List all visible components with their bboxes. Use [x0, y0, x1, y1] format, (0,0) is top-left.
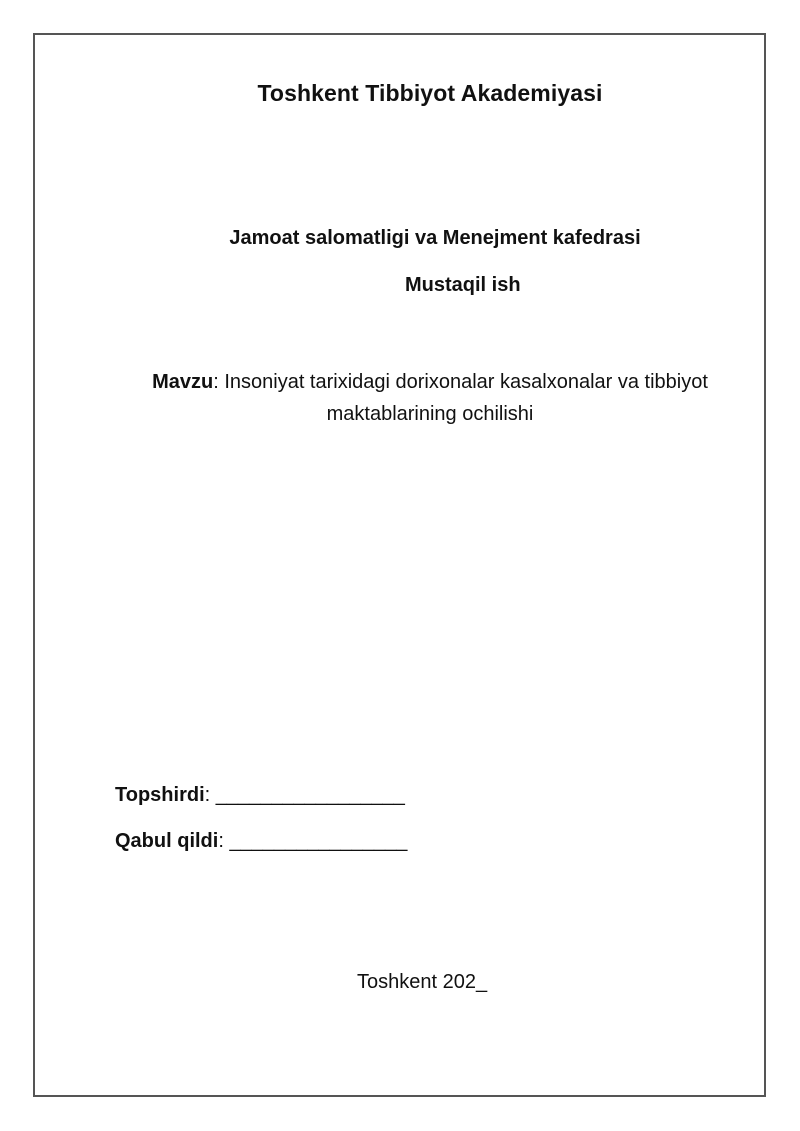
topic-text: Insoniyat tarixidagi dorixonalar kasalxonalar va tibbiyot maktablarining ochilishi [218, 371, 708, 425]
submitted-by-field [115, 783, 405, 807]
topic-label: Mavzu [152, 371, 214, 393]
department-name: Jamoat salomatligi va Menejment kafedrasi [229, 227, 641, 249]
institution-title: Toshkent Tibbiyot Akademiyasi [257, 80, 603, 106]
page-border [33, 33, 766, 1097]
accepted-by-field [115, 829, 407, 853]
topic-separator: : [213, 371, 219, 393]
accepted-by-label: Qabul qildi [115, 830, 219, 852]
work-type-title: Mustaqil ish [405, 274, 521, 296]
submitted-by-label: Topshirdi [115, 784, 205, 806]
topic-block [110, 366, 750, 430]
city-year-footer: Toshkent 202_ [357, 971, 488, 993]
submitted-by-blank: : _________________ [204, 784, 405, 806]
accepted-by-blank: : ________________ [218, 830, 408, 852]
